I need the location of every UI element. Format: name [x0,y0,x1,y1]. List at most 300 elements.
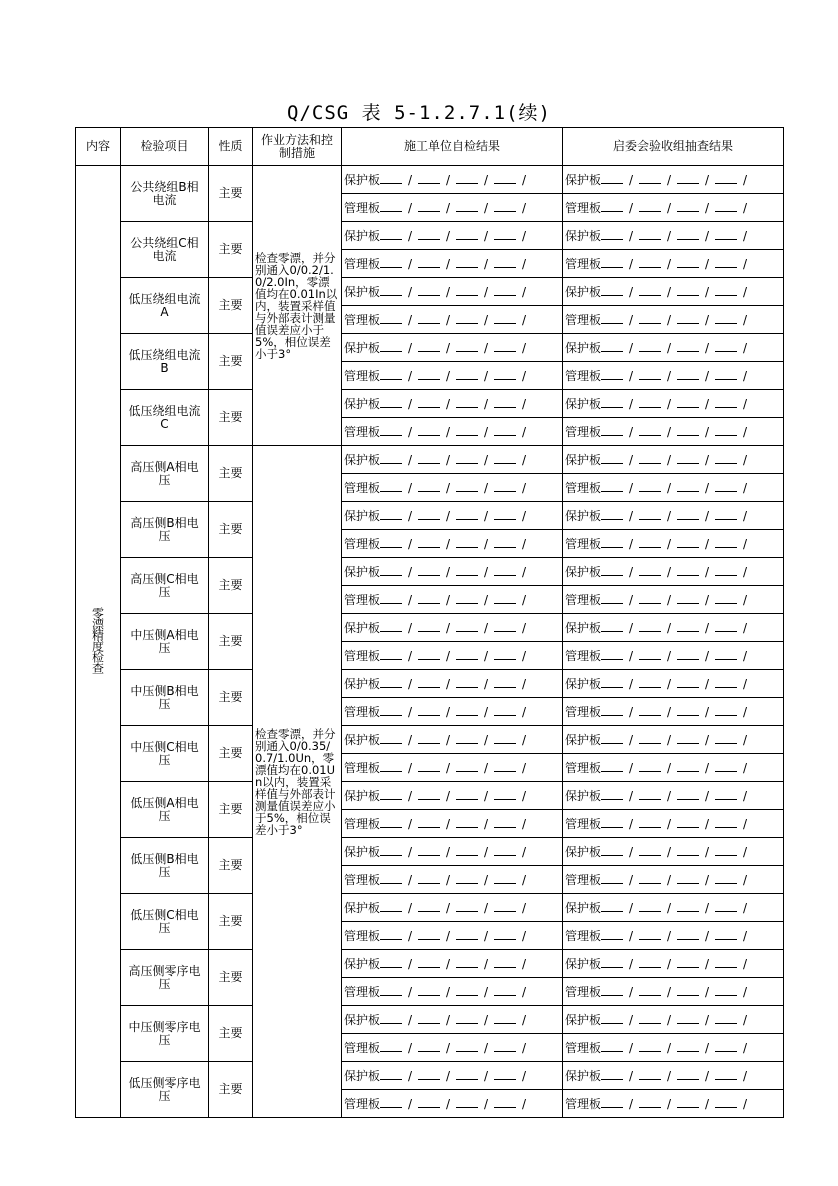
result-blank-field[interactable] [601,731,623,744]
result-blank-field[interactable] [715,703,737,716]
result-blank-field[interactable] [677,507,699,520]
result-blank-field[interactable] [715,283,737,296]
result-blank-field[interactable] [677,787,699,800]
result-blank-field[interactable] [715,479,737,492]
acceptance-result-cell[interactable] [563,670,784,698]
result-blank-field[interactable] [456,955,478,968]
result-blank-field[interactable] [639,423,661,436]
result-blank-field[interactable] [639,563,661,576]
result-blank-field[interactable] [494,647,516,660]
self-check-result-cell[interactable] [342,642,563,670]
result-blank-field[interactable] [677,591,699,604]
result-blank-field[interactable] [601,619,623,632]
result-blank-field[interactable] [715,619,737,632]
self-check-result-cell[interactable] [342,950,563,978]
acceptance-result-cell[interactable] [563,978,784,1006]
self-check-result-cell[interactable] [342,894,563,922]
self-check-result-cell[interactable] [342,1090,563,1118]
result-blank-field[interactable] [456,619,478,632]
result-blank-field[interactable] [601,591,623,604]
self-check-result-cell[interactable] [342,614,563,642]
result-blank-field[interactable] [715,423,737,436]
result-blank-field[interactable] [418,787,440,800]
acceptance-result-cell[interactable] [563,222,784,250]
acceptance-result-cell[interactable] [563,1006,784,1034]
result-blank-field[interactable] [715,395,737,408]
self-check-result-cell[interactable] [342,474,563,502]
result-blank-field[interactable] [639,983,661,996]
result-blank-field[interactable] [380,1095,402,1108]
result-blank-field[interactable] [418,423,440,436]
result-blank-field[interactable] [494,619,516,632]
result-blank-field[interactable] [418,675,440,688]
result-blank-field[interactable] [380,255,402,268]
result-blank-field[interactable] [456,283,478,296]
acceptance-result-cell[interactable] [563,1062,784,1090]
result-blank-field[interactable] [677,731,699,744]
result-blank-field[interactable] [601,899,623,912]
acceptance-result-cell[interactable] [563,642,784,670]
acceptance-result-cell[interactable] [563,278,784,306]
result-blank-field[interactable] [677,927,699,940]
result-blank-field[interactable] [715,227,737,240]
result-blank-field[interactable] [639,199,661,212]
result-blank-field[interactable] [494,423,516,436]
result-blank-field[interactable] [380,1039,402,1052]
result-blank-field[interactable] [418,927,440,940]
result-blank-field[interactable] [601,199,623,212]
result-blank-field[interactable] [494,983,516,996]
self-check-result-cell[interactable] [342,306,563,334]
result-blank-field[interactable] [494,563,516,576]
result-blank-field[interactable] [418,815,440,828]
result-blank-field[interactable] [639,731,661,744]
result-blank-field[interactable] [677,1095,699,1108]
result-blank-field[interactable] [418,255,440,268]
result-blank-field[interactable] [715,955,737,968]
result-blank-field[interactable] [639,675,661,688]
result-blank-field[interactable] [715,983,737,996]
result-blank-field[interactable] [418,507,440,520]
result-blank-field[interactable] [456,479,478,492]
result-blank-field[interactable] [380,899,402,912]
result-blank-field[interactable] [418,731,440,744]
result-blank-field[interactable] [456,647,478,660]
acceptance-result-cell[interactable] [563,558,784,586]
result-blank-field[interactable] [494,395,516,408]
result-blank-field[interactable] [456,563,478,576]
result-blank-field[interactable] [715,843,737,856]
acceptance-result-cell[interactable] [563,334,784,362]
result-blank-field[interactable] [639,647,661,660]
result-blank-field[interactable] [601,983,623,996]
result-blank-field[interactable] [456,675,478,688]
result-blank-field[interactable] [677,983,699,996]
result-blank-field[interactable] [601,871,623,884]
result-blank-field[interactable] [715,255,737,268]
result-blank-field[interactable] [601,675,623,688]
result-blank-field[interactable] [677,339,699,352]
result-blank-field[interactable] [380,983,402,996]
result-blank-field[interactable] [494,1039,516,1052]
result-blank-field[interactable] [494,255,516,268]
result-blank-field[interactable] [715,731,737,744]
self-check-result-cell[interactable] [342,754,563,782]
result-blank-field[interactable] [418,563,440,576]
acceptance-result-cell[interactable] [563,474,784,502]
result-blank-field[interactable] [639,1067,661,1080]
self-check-result-cell[interactable] [342,1062,563,1090]
result-blank-field[interactable] [677,535,699,548]
result-blank-field[interactable] [677,843,699,856]
result-blank-field[interactable] [715,759,737,772]
result-blank-field[interactable] [456,1095,478,1108]
acceptance-result-cell[interactable] [563,166,784,194]
result-blank-field[interactable] [715,899,737,912]
result-blank-field[interactable] [601,339,623,352]
self-check-result-cell[interactable] [342,166,563,194]
result-blank-field[interactable] [639,927,661,940]
acceptance-result-cell[interactable] [563,1090,784,1118]
self-check-result-cell[interactable] [342,250,563,278]
result-blank-field[interactable] [677,311,699,324]
result-blank-field[interactable] [601,927,623,940]
result-blank-field[interactable] [380,619,402,632]
result-blank-field[interactable] [639,311,661,324]
result-blank-field[interactable] [677,451,699,464]
result-blank-field[interactable] [456,1067,478,1080]
result-blank-field[interactable] [494,591,516,604]
result-blank-field[interactable] [639,787,661,800]
acceptance-result-cell[interactable] [563,390,784,418]
result-blank-field[interactable] [380,703,402,716]
result-blank-field[interactable] [418,955,440,968]
result-blank-field[interactable] [715,927,737,940]
result-blank-field[interactable] [601,395,623,408]
self-check-result-cell[interactable] [342,222,563,250]
result-blank-field[interactable] [715,1011,737,1024]
result-blank-field[interactable] [677,759,699,772]
result-blank-field[interactable] [639,815,661,828]
self-check-result-cell[interactable] [342,866,563,894]
result-blank-field[interactable] [456,423,478,436]
result-blank-field[interactable] [380,927,402,940]
result-blank-field[interactable] [601,1039,623,1052]
result-blank-field[interactable] [456,591,478,604]
result-blank-field[interactable] [380,199,402,212]
acceptance-result-cell[interactable] [563,250,784,278]
result-blank-field[interactable] [677,283,699,296]
result-blank-field[interactable] [494,339,516,352]
result-blank-field[interactable] [639,479,661,492]
result-blank-field[interactable] [380,647,402,660]
result-blank-field[interactable] [639,899,661,912]
result-blank-field[interactable] [639,1039,661,1052]
result-blank-field[interactable] [601,955,623,968]
result-blank-field[interactable] [601,283,623,296]
result-blank-field[interactable] [380,675,402,688]
result-blank-field[interactable] [677,899,699,912]
result-blank-field[interactable] [715,675,737,688]
result-blank-field[interactable] [715,451,737,464]
self-check-result-cell[interactable] [342,278,563,306]
result-blank-field[interactable] [494,759,516,772]
result-blank-field[interactable] [677,171,699,184]
result-blank-field[interactable] [380,283,402,296]
result-blank-field[interactable] [677,815,699,828]
result-blank-field[interactable] [715,787,737,800]
result-blank-field[interactable] [677,955,699,968]
result-blank-field[interactable] [380,731,402,744]
result-blank-field[interactable] [494,871,516,884]
result-blank-field[interactable] [639,451,661,464]
result-blank-field[interactable] [639,535,661,548]
acceptance-result-cell[interactable] [563,810,784,838]
result-blank-field[interactable] [715,311,737,324]
result-blank-field[interactable] [418,1067,440,1080]
self-check-result-cell[interactable] [342,362,563,390]
result-blank-field[interactable] [494,507,516,520]
result-blank-field[interactable] [494,703,516,716]
result-blank-field[interactable] [380,339,402,352]
result-blank-field[interactable] [639,703,661,716]
result-blank-field[interactable] [601,843,623,856]
self-check-result-cell[interactable] [342,558,563,586]
result-blank-field[interactable] [601,255,623,268]
result-blank-field[interactable] [494,367,516,380]
result-blank-field[interactable] [601,563,623,576]
result-blank-field[interactable] [494,535,516,548]
result-blank-field[interactable] [418,367,440,380]
result-blank-field[interactable] [715,199,737,212]
self-check-result-cell[interactable] [342,782,563,810]
acceptance-result-cell[interactable] [563,362,784,390]
result-blank-field[interactable] [418,759,440,772]
acceptance-result-cell[interactable] [563,306,784,334]
result-blank-field[interactable] [715,507,737,520]
result-blank-field[interactable] [639,395,661,408]
result-blank-field[interactable] [418,283,440,296]
result-blank-field[interactable] [715,1067,737,1080]
result-blank-field[interactable] [456,535,478,548]
result-blank-field[interactable] [601,535,623,548]
self-check-result-cell[interactable] [342,446,563,474]
self-check-result-cell[interactable] [342,978,563,1006]
result-blank-field[interactable] [494,787,516,800]
result-blank-field[interactable] [456,255,478,268]
result-blank-field[interactable] [494,311,516,324]
result-blank-field[interactable] [639,1011,661,1024]
result-blank-field[interactable] [494,675,516,688]
acceptance-result-cell[interactable] [563,418,784,446]
result-blank-field[interactable] [380,955,402,968]
result-blank-field[interactable] [601,647,623,660]
result-blank-field[interactable] [639,227,661,240]
acceptance-result-cell[interactable] [563,782,784,810]
self-check-result-cell[interactable] [342,838,563,866]
acceptance-result-cell[interactable] [563,950,784,978]
result-blank-field[interactable] [418,871,440,884]
result-blank-field[interactable] [677,367,699,380]
result-blank-field[interactable] [380,227,402,240]
result-blank-field[interactable] [715,815,737,828]
self-check-result-cell[interactable] [342,1006,563,1034]
result-blank-field[interactable] [677,423,699,436]
result-blank-field[interactable] [456,787,478,800]
result-blank-field[interactable] [639,1095,661,1108]
result-blank-field[interactable] [601,423,623,436]
result-blank-field[interactable] [494,731,516,744]
acceptance-result-cell[interactable] [563,446,784,474]
result-blank-field[interactable] [494,1011,516,1024]
result-blank-field[interactable] [494,1067,516,1080]
result-blank-field[interactable] [418,535,440,548]
result-blank-field[interactable] [380,395,402,408]
result-blank-field[interactable] [715,535,737,548]
result-blank-field[interactable] [418,227,440,240]
acceptance-result-cell[interactable] [563,698,784,726]
result-blank-field[interactable] [494,199,516,212]
result-blank-field[interactable] [380,311,402,324]
self-check-result-cell[interactable] [342,530,563,558]
self-check-result-cell[interactable] [342,726,563,754]
self-check-result-cell[interactable] [342,698,563,726]
result-blank-field[interactable] [418,1095,440,1108]
result-blank-field[interactable] [677,871,699,884]
result-blank-field[interactable] [456,395,478,408]
acceptance-result-cell[interactable] [563,726,784,754]
result-blank-field[interactable] [418,591,440,604]
result-blank-field[interactable] [418,339,440,352]
result-blank-field[interactable] [380,759,402,772]
result-blank-field[interactable] [456,227,478,240]
result-blank-field[interactable] [456,1039,478,1052]
result-blank-field[interactable] [494,1095,516,1108]
result-blank-field[interactable] [380,591,402,604]
result-blank-field[interactable] [380,815,402,828]
self-check-result-cell[interactable] [342,334,563,362]
result-blank-field[interactable] [601,367,623,380]
result-blank-field[interactable] [380,451,402,464]
result-blank-field[interactable] [715,1039,737,1052]
result-blank-field[interactable] [677,479,699,492]
result-blank-field[interactable] [601,1011,623,1024]
result-blank-field[interactable] [715,367,737,380]
acceptance-result-cell[interactable] [563,502,784,530]
result-blank-field[interactable] [677,647,699,660]
result-blank-field[interactable] [639,619,661,632]
result-blank-field[interactable] [456,899,478,912]
result-blank-field[interactable] [715,339,737,352]
result-blank-field[interactable] [380,563,402,576]
result-blank-field[interactable] [494,283,516,296]
self-check-result-cell[interactable] [342,194,563,222]
result-blank-field[interactable] [418,311,440,324]
result-blank-field[interactable] [601,1095,623,1108]
result-blank-field[interactable] [380,1011,402,1024]
result-blank-field[interactable] [456,815,478,828]
result-blank-field[interactable] [380,367,402,380]
acceptance-result-cell[interactable] [563,614,784,642]
result-blank-field[interactable] [715,871,737,884]
result-blank-field[interactable] [418,451,440,464]
result-blank-field[interactable] [715,171,737,184]
acceptance-result-cell[interactable] [563,530,784,558]
result-blank-field[interactable] [494,899,516,912]
result-blank-field[interactable] [456,451,478,464]
result-blank-field[interactable] [677,563,699,576]
result-blank-field[interactable] [380,871,402,884]
result-blank-field[interactable] [418,703,440,716]
result-blank-field[interactable] [380,535,402,548]
result-blank-field[interactable] [715,647,737,660]
self-check-result-cell[interactable] [342,502,563,530]
result-blank-field[interactable] [456,507,478,520]
result-blank-field[interactable] [456,871,478,884]
result-blank-field[interactable] [494,815,516,828]
result-blank-field[interactable] [380,1067,402,1080]
result-blank-field[interactable] [601,815,623,828]
result-blank-field[interactable] [418,843,440,856]
acceptance-result-cell[interactable] [563,586,784,614]
result-blank-field[interactable] [677,199,699,212]
result-blank-field[interactable] [494,843,516,856]
result-blank-field[interactable] [677,1039,699,1052]
result-blank-field[interactable] [601,703,623,716]
result-blank-field[interactable] [456,311,478,324]
result-blank-field[interactable] [601,1067,623,1080]
result-blank-field[interactable] [601,759,623,772]
result-blank-field[interactable] [494,927,516,940]
result-blank-field[interactable] [715,591,737,604]
result-blank-field[interactable] [418,619,440,632]
self-check-result-cell[interactable] [342,418,563,446]
result-blank-field[interactable] [494,955,516,968]
result-blank-field[interactable] [418,199,440,212]
result-blank-field[interactable] [456,367,478,380]
result-blank-field[interactable] [601,227,623,240]
result-blank-field[interactable] [677,395,699,408]
result-blank-field[interactable] [677,619,699,632]
result-blank-field[interactable] [601,451,623,464]
self-check-result-cell[interactable] [342,390,563,418]
result-blank-field[interactable] [456,1011,478,1024]
self-check-result-cell[interactable] [342,586,563,614]
result-blank-field[interactable] [418,899,440,912]
acceptance-result-cell[interactable] [563,894,784,922]
result-blank-field[interactable] [494,451,516,464]
result-blank-field[interactable] [639,955,661,968]
result-blank-field[interactable] [494,227,516,240]
result-blank-field[interactable] [456,171,478,184]
acceptance-result-cell[interactable] [563,194,784,222]
result-blank-field[interactable] [677,255,699,268]
result-blank-field[interactable] [639,283,661,296]
result-blank-field[interactable] [639,591,661,604]
result-blank-field[interactable] [418,1011,440,1024]
result-blank-field[interactable] [639,507,661,520]
result-blank-field[interactable] [601,479,623,492]
result-blank-field[interactable] [639,871,661,884]
result-blank-field[interactable] [380,171,402,184]
acceptance-result-cell[interactable] [563,1034,784,1062]
result-blank-field[interactable] [456,843,478,856]
result-blank-field[interactable] [418,1039,440,1052]
result-blank-field[interactable] [456,731,478,744]
result-blank-field[interactable] [380,843,402,856]
acceptance-result-cell[interactable] [563,866,784,894]
acceptance-result-cell[interactable] [563,838,784,866]
